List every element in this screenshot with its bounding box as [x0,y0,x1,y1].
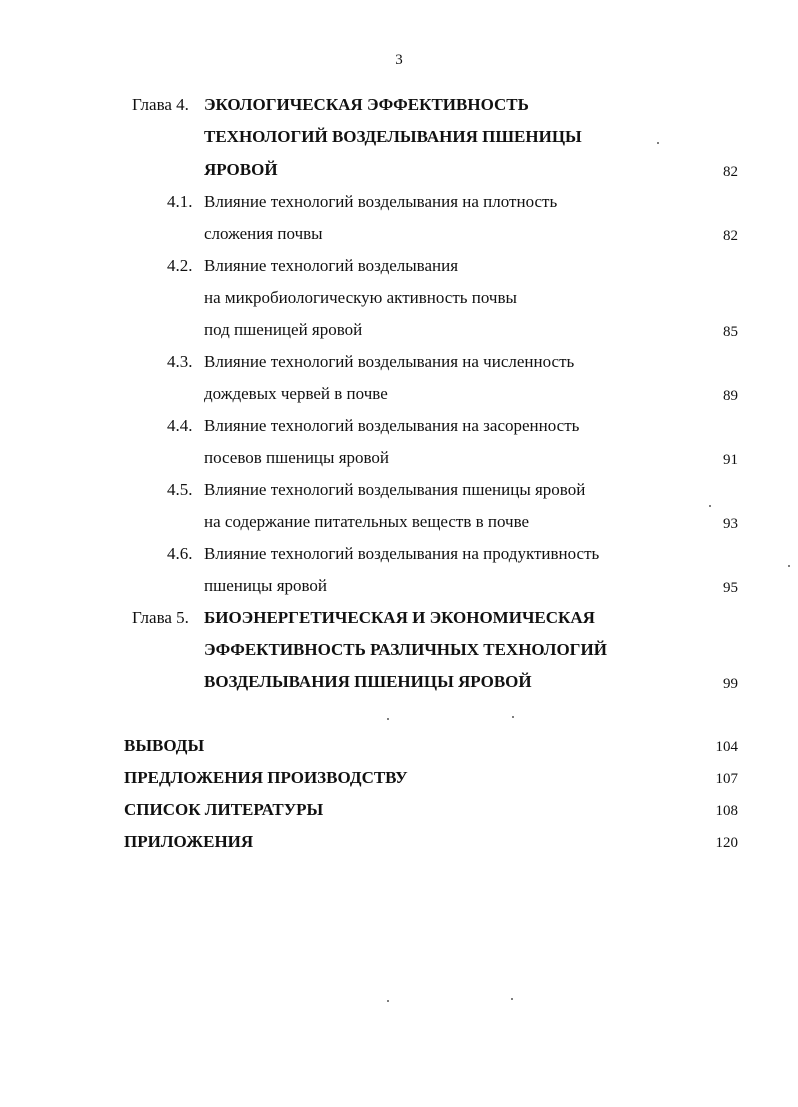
section-title-line: Влияние технологий возделывания на численность [204,352,575,371]
section-title-line: Влияние технологий возделывания пшеницы яровой [204,480,586,499]
section-number: 4.5. [167,480,193,499]
section-number: 4.6. [167,544,193,563]
section-page: 89 [723,388,738,404]
back-matter-page: 108 [715,803,738,819]
section-title-line: Влияние технологий возделывания на засоренность [204,416,580,435]
section-number: 4.4. [167,416,193,435]
scan-speck [512,716,514,718]
chapter-4-page: 82 [723,164,738,180]
section-title-line: под пшеницей яровой [204,320,363,339]
chapter-4-title-line: ТЕХНОЛОГИЙ ВОЗДЕЛЫВАНИЯ ПШЕНИЦЫ [204,127,582,146]
section-page: 95 [723,580,738,596]
back-matter-label: ПРЕДЛОЖЕНИЯ ПРОИЗВОДСТВУ [124,768,408,787]
scan-speck [387,718,389,720]
back-matter-page: 104 [715,739,738,755]
page-number: 3 [395,52,403,68]
section-title-line: посевов пшеницы яровой [204,448,390,467]
chapter-5-prefix: Глава 5. [132,608,189,627]
section-number: 4.3. [167,352,193,371]
section-page: 85 [723,324,738,340]
section-title-line: пшеницы яровой [204,576,328,595]
section-page: 93 [723,516,738,532]
scan-speck [657,142,659,144]
back-matter-label: СПИСОК ЛИТЕРАТУРЫ [124,800,324,819]
chapter-5-page: 99 [723,676,738,692]
section-title-line: дождевых червей в почве [204,384,388,403]
section-title-line: Влияние технологий возделывания на плотность [204,192,558,211]
back-matter-page: 120 [715,835,738,851]
section-page: 91 [723,452,738,468]
chapter-4-title-line: ЭКОЛОГИЧЕСКАЯ ЭФФЕКТИВНОСТЬ [204,95,529,114]
section-title-line: на содержание питательных веществ в почве [204,512,530,531]
back-matter-label: ВЫВОДЫ [124,736,205,755]
chapter-4-prefix: Глава 4. [132,95,189,114]
chapter-5-title-line: ЭФФЕКТИВНОСТЬ РАЗЛИЧНЫХ ТЕХНОЛОГИЙ [204,640,607,659]
section-title-line: Влияние технологий возделывания на продуктивность [204,544,600,563]
scan-speck [387,1000,389,1002]
section-title-line: сложения почвы [204,224,323,243]
section-title-line: на микробиологическую активность почвы [204,288,517,307]
section-page: 82 [723,228,738,244]
chapter-5-title-line: БИОЭНЕРГЕТИЧЕСКАЯ И ЭКОНОМИЧЕСКАЯ [204,608,595,627]
scan-speck [788,565,790,567]
chapter-5-title-line: ВОЗДЕЛЫВАНИЯ ПШЕНИЦЫ ЯРОВОЙ [204,672,532,691]
chapter-4-title-line: ЯРОВОЙ [204,160,278,179]
scan-speck [511,998,513,1000]
scan-speck [709,505,711,507]
section-number: 4.2. [167,256,193,275]
section-number: 4.1. [167,192,193,211]
back-matter-page: 107 [715,771,738,787]
section-title-line: Влияние технологий возделывания [204,256,459,275]
back-matter-label: ПРИЛОЖЕНИЯ [124,832,254,851]
